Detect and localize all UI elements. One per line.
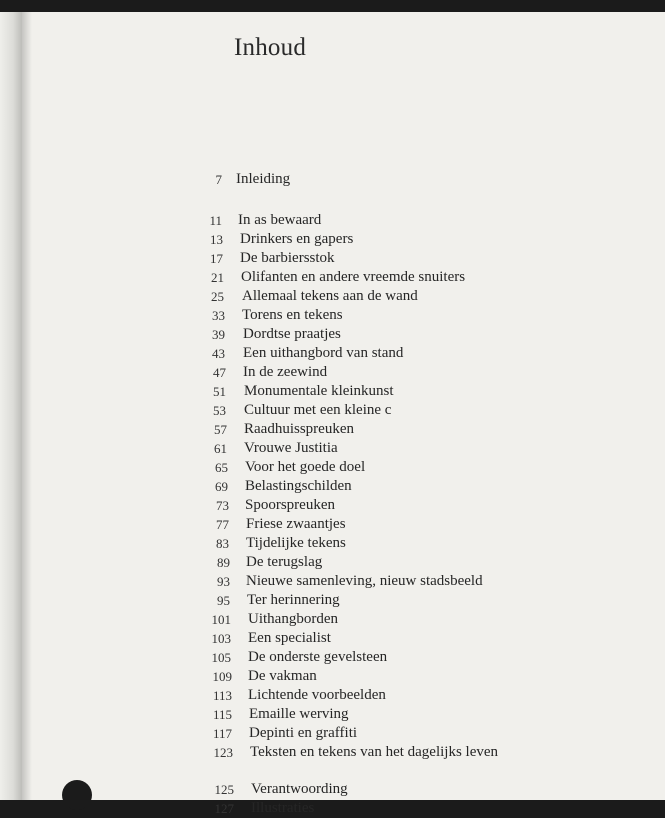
toc-entry-title: Tijdelijke tekens bbox=[246, 535, 346, 551]
toc-entry-title: Ter herinnering bbox=[247, 592, 340, 608]
toc-entry bbox=[22, 572, 665, 591]
toc-entry bbox=[22, 724, 665, 743]
toc-page-number: 17 bbox=[210, 251, 223, 266]
toc-entry bbox=[22, 591, 665, 610]
page-gutter bbox=[0, 12, 22, 800]
toc-entry-title: Vrouwe Justitia bbox=[244, 440, 338, 456]
toc-page-number: 95 bbox=[217, 593, 230, 608]
toc-page-number: 53 bbox=[213, 403, 226, 418]
toc-page-number: 117 bbox=[212, 726, 232, 741]
toc-entry bbox=[22, 344, 665, 363]
toc-page-number: 47 bbox=[213, 365, 226, 380]
toc-entry bbox=[22, 211, 665, 230]
toc-page-number: 103 bbox=[211, 631, 231, 646]
toc-entry bbox=[22, 230, 665, 249]
toc-entry bbox=[22, 705, 665, 724]
toc-entry bbox=[22, 325, 665, 344]
page-title: Inhoud bbox=[234, 34, 307, 61]
toc-entry-title: Depinti en graffiti bbox=[249, 725, 358, 741]
toc-page-number: 65 bbox=[215, 460, 228, 475]
toc-page-number: 43 bbox=[212, 346, 225, 361]
toc-entry bbox=[22, 553, 665, 572]
toc-entry bbox=[22, 780, 665, 799]
toc-entry bbox=[22, 667, 665, 686]
toc-entry-title: Uithangborden bbox=[248, 611, 338, 627]
toc-page-number: 89 bbox=[217, 555, 230, 570]
toc-entry-title: De vakman bbox=[248, 668, 317, 684]
toc-entry bbox=[22, 496, 665, 515]
toc-entry bbox=[22, 363, 665, 382]
page-corner-shadow bbox=[62, 780, 92, 810]
toc-entry-title: Lichtende voorbeelden bbox=[248, 687, 386, 703]
toc-page-number: 7 bbox=[215, 172, 222, 187]
toc-entry bbox=[22, 306, 665, 325]
toc-page-number: 93 bbox=[217, 574, 230, 589]
toc-page-number: 51 bbox=[213, 384, 226, 399]
toc-entry bbox=[22, 420, 665, 439]
toc-entry bbox=[22, 648, 665, 667]
toc-entry bbox=[22, 170, 665, 189]
toc-page-number: 101 bbox=[211, 612, 231, 627]
toc-entry bbox=[22, 458, 665, 477]
toc-entry-title: Nieuwe samenleving, nieuw stadsbeeld bbox=[246, 573, 483, 589]
toc-page-number: 115 bbox=[212, 707, 232, 722]
toc-page-number: 25 bbox=[211, 289, 224, 304]
toc-entry-title: Een specialist bbox=[248, 630, 331, 646]
toc-entry bbox=[22, 629, 665, 648]
toc-page-number: 123 bbox=[213, 745, 233, 760]
toc-entry bbox=[22, 287, 665, 306]
toc-entry-title: Belastingschilden bbox=[245, 478, 352, 494]
toc-entry-title: De onderste gevelsteen bbox=[248, 649, 388, 665]
toc-page-number: 77 bbox=[216, 517, 229, 532]
toc-entry bbox=[22, 515, 665, 534]
toc-entry-title: Emaille werving bbox=[249, 706, 349, 722]
toc-page-number: 83 bbox=[216, 536, 229, 551]
toc-entry-title: Cultuur met een kleine c bbox=[244, 402, 392, 418]
toc-entry bbox=[22, 401, 665, 420]
toc-page-number: 57 bbox=[214, 422, 227, 437]
toc-entry bbox=[22, 382, 665, 401]
toc-page-number: 105 bbox=[211, 650, 231, 665]
toc-entry-title: Raadhuisspreuken bbox=[244, 421, 354, 437]
toc-entry bbox=[22, 610, 665, 629]
toc-page-number: 109 bbox=[212, 669, 232, 684]
toc-page-number: 11 bbox=[209, 213, 222, 228]
toc-page-number: 61 bbox=[214, 441, 227, 456]
toc-entry bbox=[22, 686, 665, 705]
toc-page-number: 73 bbox=[216, 498, 229, 513]
toc-entry-title: Dordtse praatjes bbox=[243, 326, 341, 342]
toc-page-number: 13 bbox=[210, 232, 223, 247]
toc-entry-title: Torens en tekens bbox=[242, 307, 343, 323]
toc-entry-title: Allemaal tekens aan de wand bbox=[242, 288, 418, 304]
toc-entry-title: Verantwoording bbox=[251, 781, 348, 797]
toc-entry-title: Een uithangbord van stand bbox=[243, 345, 404, 361]
toc-entry bbox=[22, 477, 665, 496]
toc-entry bbox=[22, 249, 665, 268]
toc-entry bbox=[22, 799, 665, 818]
toc-entry-title: Inleiding bbox=[236, 171, 291, 187]
book-page bbox=[22, 12, 665, 816]
toc-page-number: 113 bbox=[212, 688, 232, 703]
toc-entry-title: Friese zwaantjes bbox=[246, 516, 346, 532]
toc-page-number: 125 bbox=[214, 782, 234, 797]
toc-entry-title: In as bewaard bbox=[238, 212, 322, 228]
toc-entry-title: Voor het goede doel bbox=[245, 459, 366, 475]
toc-entry bbox=[22, 268, 665, 287]
toc-page-number: 33 bbox=[212, 308, 225, 323]
toc-entry-title: De barbiersstok bbox=[240, 250, 335, 266]
table-of-contents bbox=[22, 12, 665, 816]
toc-entry-title: Drinkers en gapers bbox=[240, 231, 354, 247]
toc-entry-title: Spoorspreuken bbox=[245, 497, 335, 513]
toc-entry-title: In de zeewind bbox=[243, 364, 328, 380]
toc-entry-title: Olifanten en andere vreemde snuiters bbox=[241, 269, 466, 285]
toc-page-number: 127 bbox=[214, 801, 234, 816]
toc-entry bbox=[22, 439, 665, 458]
toc-entry-title: Teksten en tekens van het dagelijks leven bbox=[250, 744, 499, 760]
toc-page-number: 39 bbox=[212, 327, 225, 342]
toc-page-number: 69 bbox=[215, 479, 228, 494]
toc-entry-title: De terugslag bbox=[246, 554, 323, 570]
toc-entry bbox=[22, 743, 665, 762]
toc-page-number: 21 bbox=[211, 270, 224, 285]
toc-entry-title: Illustraties bbox=[251, 800, 315, 816]
toc-entry bbox=[22, 534, 665, 553]
toc-entry-title: Monumentale kleinkunst bbox=[244, 383, 394, 399]
